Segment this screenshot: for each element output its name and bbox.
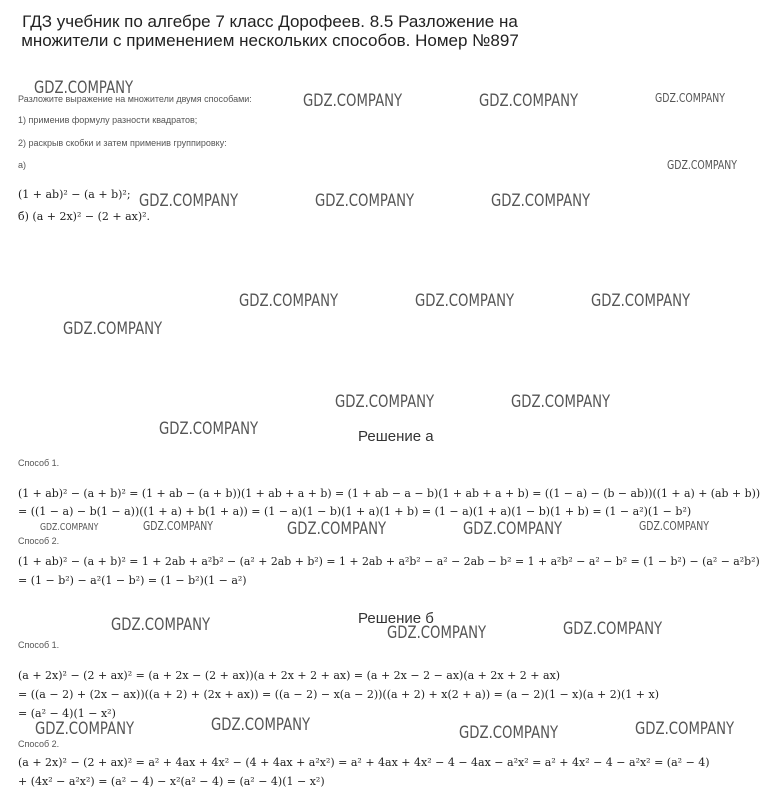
solution-b-way1-label: Способ 1. — [18, 640, 60, 650]
solution-b-heading: Решение б — [358, 610, 434, 627]
watermark: GDZ.COMPANY — [239, 291, 339, 311]
task-label-a: а) — [18, 160, 27, 170]
solution-a-heading: Решение а — [358, 428, 434, 445]
watermark: GDZ.COMPANY — [159, 419, 259, 439]
watermark: GDZ.COMPANY — [667, 158, 738, 172]
task-option-1: 1) применив формулу разности квадратов; — [18, 115, 198, 125]
watermark: GDZ.COMPANY — [34, 78, 134, 98]
watermark: GDZ.COMPANY — [315, 191, 415, 211]
solution-b-way2-line1: (a + 2x)² − (2 + ax)² = a² + 4ax + 4x² − (4 + 4ax + a²x²) = a² + 4ax + 4x² − 4 − 4ax − a²x² = a² + 4x² − 4 − a²x² = (a² − 4) — [18, 756, 710, 769]
solution-b-way1-line1: (a + 2x)² − (2 + ax)² = (a + 2x − (2 + ax))(a + 2x + 2 + ax) = (a + 2x − 2 − ax)(a + 2x + 2 + ax) — [18, 669, 561, 682]
watermark: GDZ.COMPANY — [491, 191, 591, 211]
watermark: GDZ.COMPANY — [143, 519, 214, 533]
watermark: GDZ.COMPANY — [459, 723, 559, 743]
watermark: GDZ.COMPANY — [211, 715, 311, 735]
watermark: GDZ.COMPANY — [479, 91, 579, 111]
watermark: GDZ.COMPANY — [35, 719, 135, 739]
watermark: GDZ.COMPANY — [335, 392, 435, 412]
watermark: GDZ.COMPANY — [287, 519, 387, 539]
watermark: GDZ.COMPANY — [511, 392, 611, 412]
task-expression-b: б) (a + 2x)² − (2 + ax)². — [18, 210, 151, 223]
solution-a-way1-line1: (1 + ab)² − (a + b)² = (1 + ab − (a + b))(1 + ab + a + b) = (1 + ab − a − b)(1 + ab + a + b) = ((1 − a) − (b − ab))((1 + a) + (ab + b)) — [18, 487, 761, 500]
solution-b-way1-line3: = (a² − 4)(1 − x²) — [18, 707, 116, 720]
watermark: GDZ.COMPANY — [463, 519, 563, 539]
watermark: GDZ.COMPANY — [139, 191, 239, 211]
solution-a-way1-line2: = ((1 − a) − b(1 − a))((1 + a) + b(1 + a)) = (1 − a)(1 − b)(1 + a)(1 + b) = (1 − a)(1 + a)(1 − b)(1 + b) = (1 − a²)(1 − b²) — [18, 505, 692, 518]
solution-a-way2-label: Способ 2. — [18, 536, 60, 546]
watermark: GDZ.COMPANY — [40, 522, 99, 533]
solution-b-way1-line2: = ((a − 2) + (2x − ax))((a + 2) + (2x + ax)) = ((a − 2) − x(a − 2))((a + 2) + x(2 + a)) = (a − 2)(1 − x)(a + 2)(1 + x) — [18, 688, 660, 701]
task-intro: Разложите выражение на множители двумя способами: — [18, 94, 252, 104]
task-expression-a: (1 + ab)² − (a + b)²; — [18, 188, 131, 201]
solution-a-way1-label: Способ 1. — [18, 458, 60, 468]
task-option-2: 2) раскрыв скобки и затем применив группировку: — [18, 138, 227, 148]
watermark: GDZ.COMPANY — [111, 615, 211, 635]
watermark: GDZ.COMPANY — [655, 91, 726, 105]
watermark: GDZ.COMPANY — [415, 291, 515, 311]
solution-a-way2-line2: = (1 − b²) − a²(1 − b²) = (1 − b²)(1 − a²) — [18, 574, 247, 587]
watermark: GDZ.COMPANY — [635, 719, 735, 739]
solution-b-way2-line2: + (4x² − a²x²) = (a² − 4) − x²(a² − 4) = (a² − 4)(1 − x²) — [18, 775, 325, 788]
watermark: GDZ.COMPANY — [63, 319, 163, 339]
watermark: GDZ.COMPANY — [563, 619, 663, 639]
page-title: ГДЗ учебник по алгебре 7 класс Дорофеев. 8.5 Разложение на множители с применением нескольких способов. Номер №897 — [21, 12, 519, 50]
watermark: GDZ.COMPANY — [639, 519, 710, 533]
watermark: GDZ.COMPANY — [303, 91, 403, 111]
watermark: GDZ.COMPANY — [387, 623, 487, 643]
solution-b-way2-label: Способ 2. — [18, 739, 60, 749]
watermark: GDZ.COMPANY — [591, 291, 691, 311]
solution-a-way2-line1: (1 + ab)² − (a + b)² = 1 + 2ab + a²b² − (a² + 2ab + b²) = 1 + 2ab + a²b² − a² − 2ab − b² = 1 + a²b² − a² − b² = (1 − b²) − (a² − a²b²) — [18, 555, 760, 568]
